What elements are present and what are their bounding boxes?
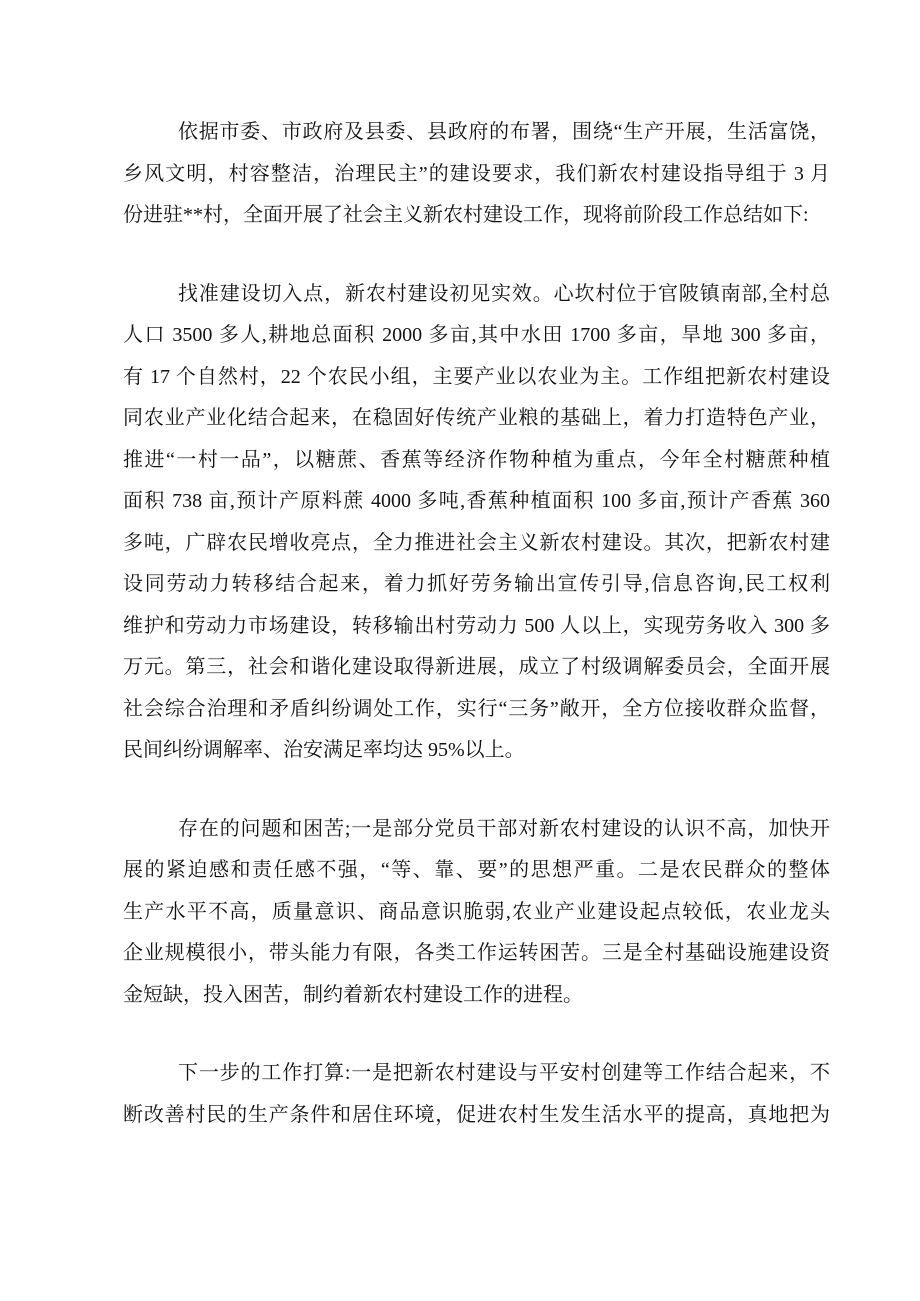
document-body <box>123 112 830 1136</box>
paragraph-3-line-2: 展的紧迫感和责任感不强，“等、靠、要”的思想严重。二是农民群众的整体 <box>123 859 830 881</box>
paragraph-4-line-1: 下一步的工作打算:一是把新农村建设与平安村创建等工作结合起来，不 <box>178 1062 830 1084</box>
paragraph-problems <box>123 809 830 1017</box>
paragraph-3-line-5: 金短缺，投入困苦，制约着新农村建设工作的进程。 <box>123 983 583 1006</box>
paragraph-2-line-7: 多吨，广辟农民增收亮点，全力推进社会主义新农村建设。其次，把新农村建 <box>123 531 830 554</box>
paragraph-2-line-11: 社会综合治理和矛盾纠纷调处工作，实行“三务”敞开，全方位接收群众监督， <box>123 697 830 720</box>
paragraph-2-line-3: 有 17 个自然村，22 个农民小组，主要产业以农业为主。工作组把新农村建设 <box>123 365 830 388</box>
paragraph-4-line-2: 断改善村民的生产条件和居住环境，促进农村生发生活水平的提高，真地把为 <box>123 1103 830 1126</box>
paragraph-2-line-4: 同农业产业化结合起来，在稳固好传统产业粮的基础上，着力打造特色产业， <box>123 407 830 429</box>
paragraph-3-line-3: 生产水平不高，质量意识、商品意识脆弱,农业产业建设起点较低，农业龙头 <box>123 900 830 923</box>
paragraph-3-line-4: 企业规模很小，带头能力有限，各类工作运转困苦。三是全村基础设施建设资 <box>123 942 830 964</box>
paragraph-1-line-2: 乡风文明，村容整洁，治理民主”的建设要求，我们新农村建设指导组于 3 月 <box>123 162 830 185</box>
paragraph-2-line-1: 找准建设切入点，新农村建设初见实效。心坎村位于官陂镇南部,全村总 <box>178 282 830 305</box>
paragraph-achievements <box>123 274 830 772</box>
paragraph-2-line-2: 人口 3500 多人,耕地总面积 2000 多亩,其中水田 1700 多亩，旱地 300 多亩， <box>123 324 830 346</box>
paragraph-1-line-3: 份进驻**村，全面开展了社会主义新农村建设工作，现将前阶段工作总结如下: <box>123 204 809 226</box>
paragraph-2-line-8: 设同劳动力转移结合起来，着力抓好劳务输出宣传引导,信息咨询,民工权利 <box>123 573 830 595</box>
paragraph-2-line-10: 万元。第三，社会和谐化建设取得新进展，成立了村级调解委员会，全面开展 <box>123 656 830 678</box>
paragraph-1-line-1: 依据市委、市政府及县委、县政府的布署，围绕“生产开展，生活富饶， <box>178 121 830 143</box>
paragraph-2-line-9: 维护和劳动力市场建设，转移输出村劳动力 500 人以上，实现劳务收入 300 多 <box>123 614 830 637</box>
paragraph-2-line-5: 推进“一村一品”，以糖蔗、香蕉等经济作物种植为重点，今年全村糖蔗种植 <box>123 448 830 471</box>
paragraph-next-steps <box>123 1053 830 1136</box>
paragraph-3-line-1: 存在的问题和困苦;一是部分党员干部对新农村建设的认识不高，加快开 <box>178 817 830 840</box>
paragraph-2-line-6: 面积 738 亩,预计产原料蔗 4000 多吨,香蕉种植面积 100 多亩,预计产香蕉 360 <box>123 490 830 512</box>
paragraph-2-line-12: 民间纠纷调解率、治安满足率均达 95%以上。 <box>123 739 525 761</box>
paragraph-intro <box>123 112 830 237</box>
